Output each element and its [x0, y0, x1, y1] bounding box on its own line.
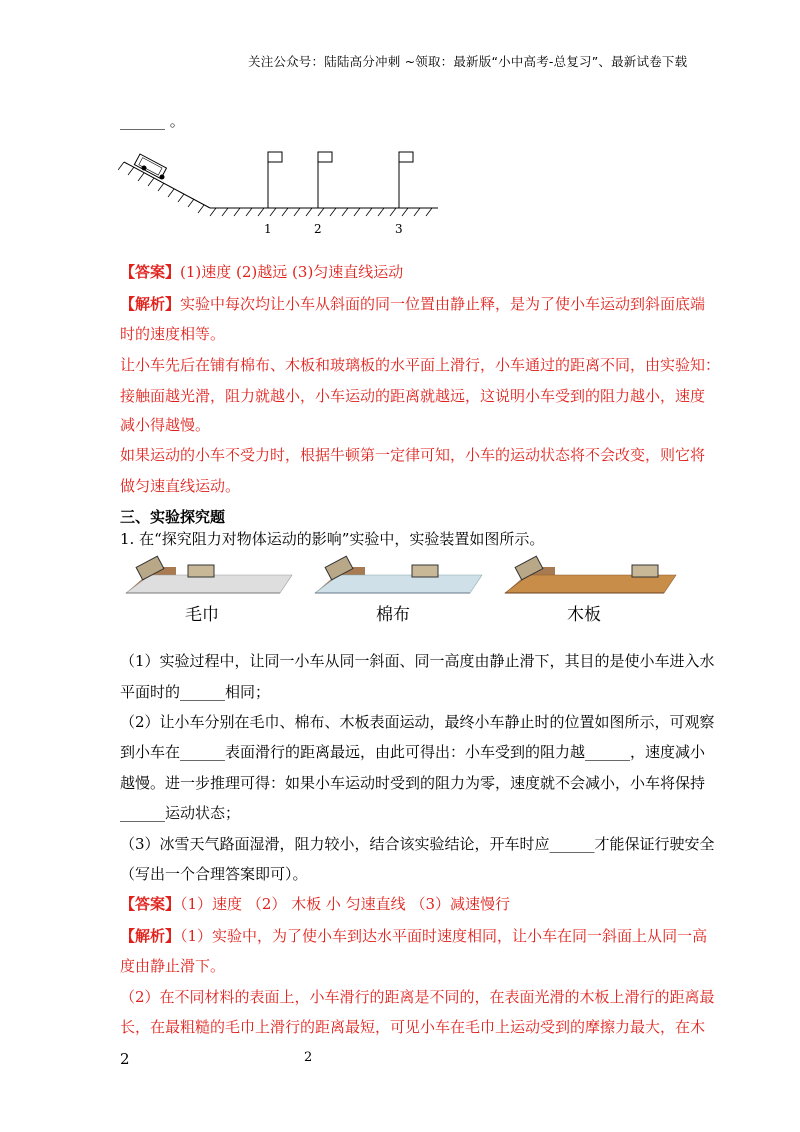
- surface-label-wood: 木板: [567, 605, 601, 625]
- analysis-1-line-7: 做匀速直线运动。: [120, 477, 241, 495]
- analysis-1-line-4: 接触面越光滑，阻力就越小，小车运动的距离就越远，这说明小车受到的阻力越小，速度: [120, 387, 706, 405]
- analysis-2-line-1: 【解析】（1）实验中，为了使小车到达水平面时速度相同，让小车在同一斜面上从同一高: [120, 927, 708, 945]
- flag-label-1: 1: [264, 222, 272, 236]
- question-line-2: 平面时的______相同；: [120, 683, 271, 701]
- analysis-tag: 【解析】: [120, 927, 181, 945]
- answer-1: [120, 261, 403, 283]
- analysis-1-line-5: 减小得越慢。: [120, 416, 211, 434]
- section-title: 三、实验探究题: [120, 508, 226, 526]
- analysis-1-line-1: 【解析】实验中每次均让小车从斜面的同一位置由静止释，是为了使小车运动到斜面底端: [120, 295, 706, 313]
- flag-label-2: 2: [314, 222, 322, 236]
- question-line-7: （3）冰雪天气路面湿滑，阻力较小，结合该实验结论，开车时应______才能保证行驶安全: [120, 835, 715, 853]
- page-header: 关注公众号：陆陆高分冲刺 ~领取：最新版“小中高考-总复习”、最新试卷下载: [248, 54, 688, 69]
- analysis-2-line-4: 长，在最粗糙的毛巾上滑行的距离最短，可见小车在毛巾上运动受到的摩擦力最大，在木: [120, 1018, 706, 1036]
- analysis-tag: 【解析】: [120, 295, 181, 313]
- question-line-1: （1）实验过程中，让同一小车从同一斜面、同一高度由静止滑下，其目的是使小车进入水: [120, 652, 715, 670]
- question-line-5: 越慢。进一步推理可得：如果小车运动时受到的阻力为零，速度就不会减小，小车将保持: [120, 774, 706, 792]
- flag-label-3: 3: [395, 222, 403, 236]
- towel-surface: [126, 556, 292, 593]
- analysis-2-line-3: （2）在不同材料的表面上，小车滑行的距离是不同的，在表面光滑的木板上滑行的距离最: [120, 988, 715, 1006]
- answer-tag: 【答案】: [120, 895, 181, 913]
- surfaces-figure: [120, 555, 680, 600]
- answer-text: （1）速度 （2） 木板 小 匀速直线 （3）减速慢行: [180, 895, 510, 913]
- analysis-1-line-6: 如果运动的小车不受力时，根据牛顿第一定律可知，小车的运动状态将不会改变，则它将: [120, 446, 706, 464]
- surface-label-towel: 毛巾: [185, 605, 219, 625]
- question-line-4: 到小车在______表面滑行的距离最远，由此可得出：小车受到的阻力越______，速度减小: [120, 743, 706, 761]
- surface-label-cotton: 棉布: [376, 605, 410, 625]
- question-line-3: （2）让小车分别在毛巾、棉布、木板表面运动，最终小车静止时的位置如图所示，可观察: [120, 713, 715, 731]
- analysis-1-line-3: 让小车先后在铺有棉布、木板和玻璃板的水平面上滑行，小车通过的距离不同，由实验知：: [120, 356, 721, 374]
- cotton-surface: [315, 556, 482, 593]
- page-number-left: 2: [120, 1050, 130, 1068]
- question-line-8: （写出一个合理答案即可）。: [120, 865, 308, 883]
- analysis-2-line-2: 度由静止滑下。: [120, 957, 226, 975]
- answer-tag: 【答案】: [120, 263, 181, 281]
- question-line-6: ______运动状态；: [120, 804, 241, 822]
- answer-text: (1)速度 (2)越远 (3)匀速直线运动: [180, 263, 404, 281]
- wood-surface: [505, 556, 676, 593]
- analysis-1-line-2: 时的速度相等。: [120, 325, 226, 343]
- answer-2: [120, 893, 510, 915]
- fill-blank-line: ______ 。: [120, 112, 185, 130]
- page-number-center: 2: [304, 1050, 313, 1065]
- question-intro: 1. 在“探究阻力对物体运动的影响”实验中，实验装置如图所示。: [120, 530, 545, 548]
